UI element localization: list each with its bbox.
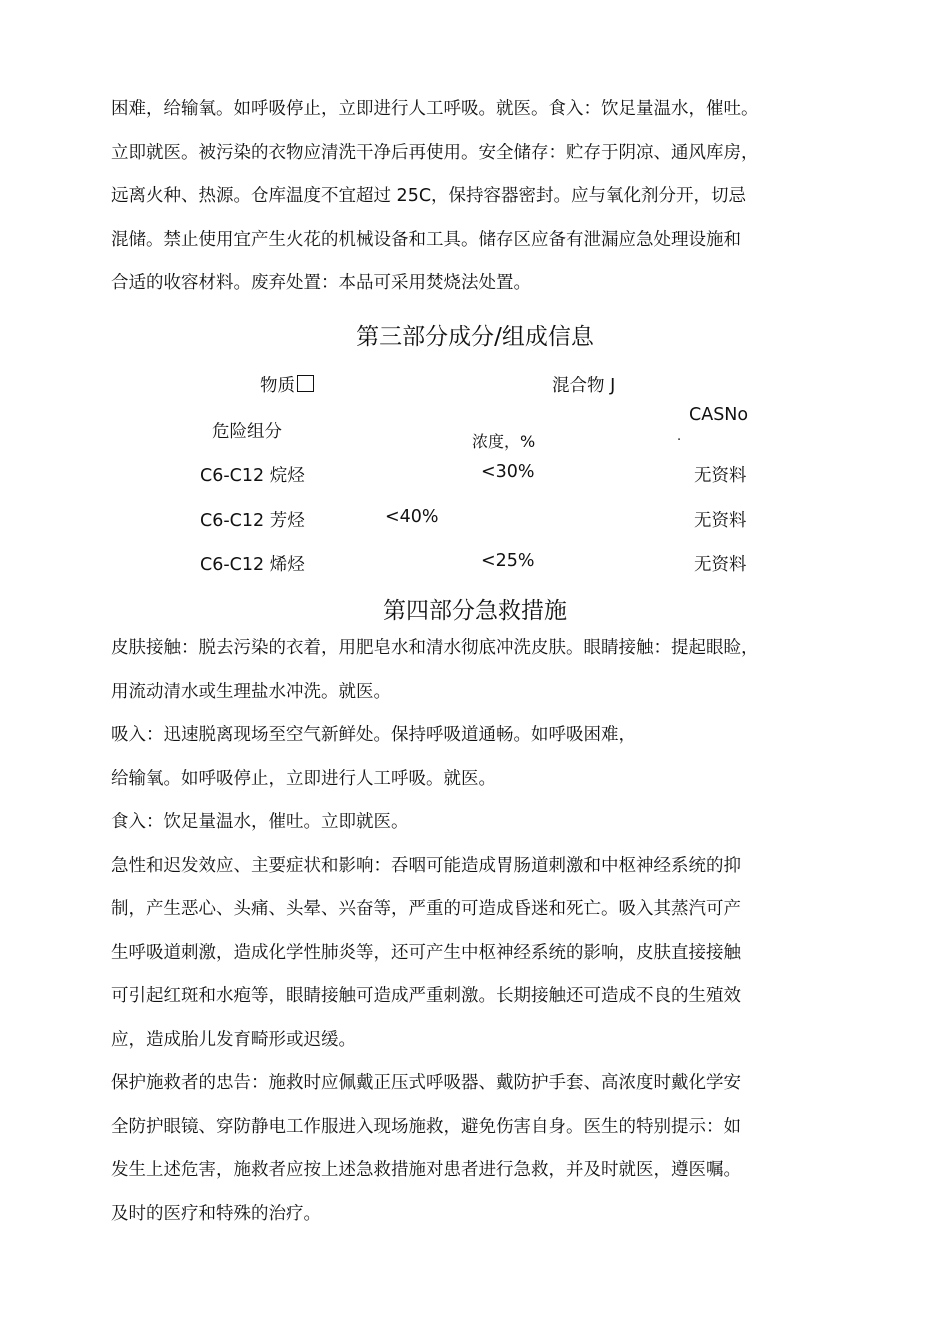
substance-option [260, 372, 314, 397]
row-cas: 无资料 [694, 511, 747, 531]
row-name: C6-C12 芳烃 [200, 511, 305, 531]
substance-label: 物质 [260, 376, 295, 396]
unchecked-box-icon [297, 375, 314, 392]
text-line: 应，造成胎儿发育畸形或迟缓。 [111, 1029, 356, 1050]
row-name: C6-C12 烷烃 [200, 466, 305, 486]
row-concentration: <25% [481, 551, 535, 571]
text-line: 生呼吸道刺激，造成化学性肺炎等，还可产生中枢神经系统的影响，皮肤直接接触 [111, 942, 741, 963]
text-line: 合适的收容材料。废弃处置：本品可采用焚烧法处置。 [111, 273, 531, 293]
section4-paragraph [111, 627, 856, 1236]
row-concentration: <30% [481, 462, 535, 482]
text-line: 制，产生恶心、头痛、头晕、兴奋等，严重的可造成昏迷和死亡。吸入其蒸汽可产 [111, 899, 741, 919]
text-line: 可引起红斑和水疱等，眼睛接触可造成严重刺激。长期接触还可造成不良的生殖效 [111, 986, 741, 1006]
row-concentration: <40% [385, 507, 439, 527]
text-line: 急性和迟发效应、主要症状和影响：吞咽可能造成胃肠道刺激和中枢神经系统的抑 [111, 855, 741, 876]
col-header-concentration: 浓度，% [472, 432, 536, 451]
text-line: 吸入：迅速脱离现场至空气新鲜处。保持呼吸道通畅。如呼吸困难， [111, 725, 636, 745]
text-line: 皮肤接触：脱去污染的衣着，用肥皂水和清水彻底冲洗皮肤。眼睛接触：提起眼睑， [111, 638, 759, 658]
col-header-cas-dot: . [677, 429, 682, 444]
mixture-label: 混合物 J [552, 376, 616, 396]
section4-title: 第四部分急救措施 [383, 598, 567, 624]
text-line: 困难，给输氧。如呼吸停止，立即进行人工呼吸。就医。食入：饮足量温水，催吐。 [111, 99, 759, 119]
col-header-component: 危险组分 [212, 422, 282, 442]
col-header-cas: CASNo [689, 405, 749, 425]
text-line: 发生上述危害，施救者应按上述急救措施对患者进行急救，并及时就医，遵医嘱。 [111, 1160, 741, 1180]
row-name: C6-C12 烯烃 [200, 555, 305, 575]
text-line: 给输氧。如呼吸停止，立即进行人工呼吸。就医。 [111, 768, 496, 789]
text-line: 混储。禁止使用宜产生火花的机械设备和工具。储存区应备有泄漏应急处理设施和 [111, 229, 741, 250]
section3-title: 第三部分成分/组成信息 [356, 324, 594, 350]
row-cas: 无资料 [694, 555, 747, 575]
text-line: 食入：饮足量温水，催吐。立即就医。 [111, 812, 409, 832]
text-line: 全防护眼镜、穿防静电工作服进入现场施救，避免伤害自身。医生的特别提示：如 [111, 1116, 741, 1137]
text-line: 立即就医。被污染的衣物应清洗干净后再使用。安全储存：贮存于阴凉、通风库房， [111, 142, 759, 163]
section2-tail-paragraph [111, 88, 856, 306]
text-line: 远离火种、热源。仓库温度不宜超过 25C，保持容器密封。应与氧化剂分开，切忌 [111, 186, 747, 206]
row-cas: 无资料 [694, 466, 747, 486]
text-line: 用流动清水或生理盐水冲洗。就医。 [111, 681, 391, 702]
text-line: 保护施救者的忠告：施救时应佩戴正压式呼吸器、戴防护手套、高浓度时戴化学安 [111, 1073, 741, 1093]
text-line: 及时的医疗和特殊的治疗。 [111, 1203, 321, 1224]
